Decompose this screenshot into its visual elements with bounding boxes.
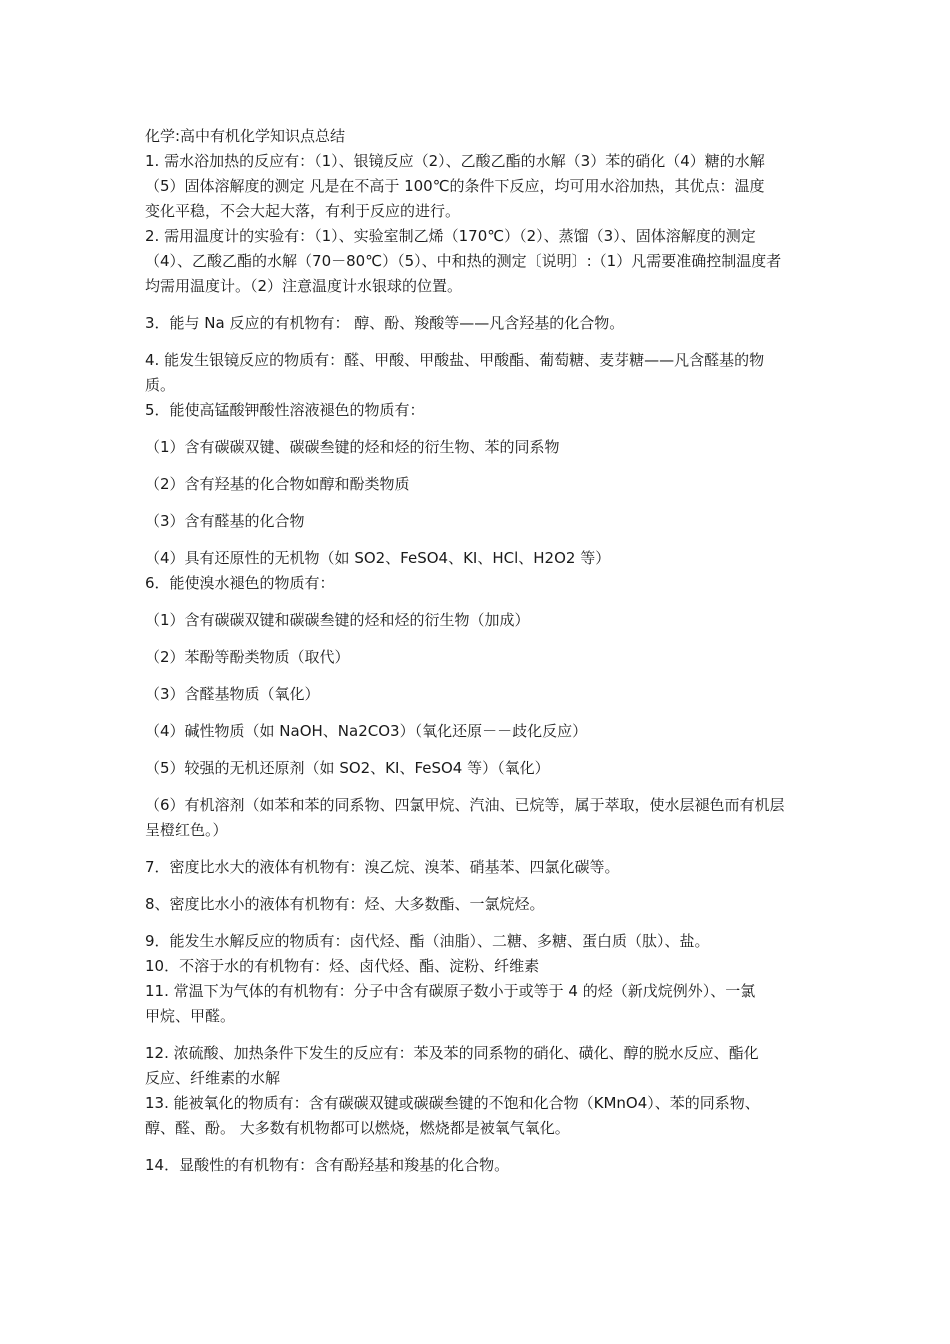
- text-line: 均需用温度计。（2）注意温度计水银球的位置。: [145, 277, 463, 295]
- text-line: （4）具有还原性的无机物（如 SO2、FeSO4、KI、HCl、H2O2 等）: [145, 549, 611, 567]
- text-line: （5）固体溶解度的测定 凡是在不高于 100℃的条件下反应，均可用水浴加热，其优点：温度: [145, 177, 765, 195]
- text-line: （1）含有碳碳双键和碳碳叁键的烃和烃的衍生物（加成）: [145, 611, 530, 629]
- text-line: （1）含有碳碳双键、碳碳叁键的烃和烃的衍生物、苯的同系物: [145, 438, 560, 456]
- text-line: 1. 需水浴加热的反应有：（1）、银镜反应（2）、乙酸乙酯的水解（3）苯的硝化（4）糖的水解: [145, 152, 765, 170]
- text-line: （2）苯酚等酚类物质（取代）: [145, 648, 350, 666]
- text-line: 11. 常温下为气体的有机物有：分子中含有碳原子数小于或等于 4 的烃（新戊烷例外）、一氯: [145, 982, 756, 1000]
- text-line: 甲烷、甲醛。: [145, 1007, 236, 1025]
- document-body: [145, 124, 810, 1178]
- text-line: 3．能与 Na 反应的有机物有： 醇、酚、羧酸等——凡含羟基的化合物。: [145, 314, 625, 332]
- text-line: 12. 浓硫酸、加热条件下发生的反应有：苯及苯的同系物的硝化、磺化、醇的脱水反应、酯化: [145, 1044, 759, 1062]
- text-line: 14．显酸性的有机物有：含有酚羟基和羧基的化合物。: [145, 1156, 510, 1174]
- text-line: 7．密度比水大的液体有机物有：溴乙烷、溴苯、硝基苯、四氯化碳等。: [145, 858, 620, 876]
- text-line: 2. 需用温度计的实验有：（1）、实验室制乙烯（170℃）（2）、蒸馏（3）、固体溶解度的测定: [145, 227, 756, 245]
- text-line: 4. 能发生银镜反应的物质有：醛、甲酸、甲酸盐、甲酸酯、葡萄糖、麦芽糖——凡含醛基的物: [145, 351, 765, 369]
- text-line: 呈橙红色。）: [145, 821, 228, 839]
- text-line: 8、密度比水小的液体有机物有：烃、大多数酯、一氯烷烃。: [145, 895, 545, 913]
- text-line: 反应、纤维素的水解: [145, 1069, 281, 1087]
- text-line: 9．能发生水解反应的物质有：卤代烃、酯（油脂）、二糖、多糖、蛋白质（肽）、盐。: [145, 932, 710, 950]
- text-line: 6．能使溴水褪色的物质有：: [145, 574, 335, 592]
- text-line: 变化平稳，不会大起大落，有利于反应的进行。: [145, 202, 461, 220]
- document-title: 化学:高中有机化学知识点总结: [145, 127, 346, 145]
- text-line: 10．不溶于水的有机物有：烃、卤代烃、酯、淀粉、纤维素: [145, 957, 540, 975]
- text-line: （5）较强的无机还原剂（如 SO2、KI、FeSO4 等）（氧化）: [145, 759, 550, 777]
- text-line: 5．能使高锰酸钾酸性溶液褪色的物质有：: [145, 401, 425, 419]
- text-line: （2）含有羟基的化合物如醇和酚类物质: [145, 475, 410, 493]
- text-line: 醇、醛、酚。 大多数有机物都可以燃烧，燃烧都是被氧气氧化。: [145, 1119, 570, 1137]
- text-line: （3）含醛基物质（氧化）: [145, 685, 320, 703]
- text-line: （4）碱性物质（如 NaOH、Na2CO3）（氧化还原－－歧化反应）: [145, 722, 588, 740]
- text-line: （3）含有醛基的化合物: [145, 512, 305, 530]
- text-line: 13. 能被氧化的物质有：含有碳碳双键或碳碳叁键的不饱和化合物（KMnO4）、苯的同系物、: [145, 1094, 760, 1112]
- text-line: 质。: [145, 376, 176, 394]
- text-line: （4）、乙酸乙酯的水解（70－80℃）（5）、中和热的测定〔说明〕:（1）凡需要准确控制温度者: [145, 252, 782, 270]
- text-line: （6）有机溶剂（如苯和苯的同系物、四氯甲烷、汽油、已烷等，属于萃取，使水层褪色而有机层: [145, 796, 785, 814]
